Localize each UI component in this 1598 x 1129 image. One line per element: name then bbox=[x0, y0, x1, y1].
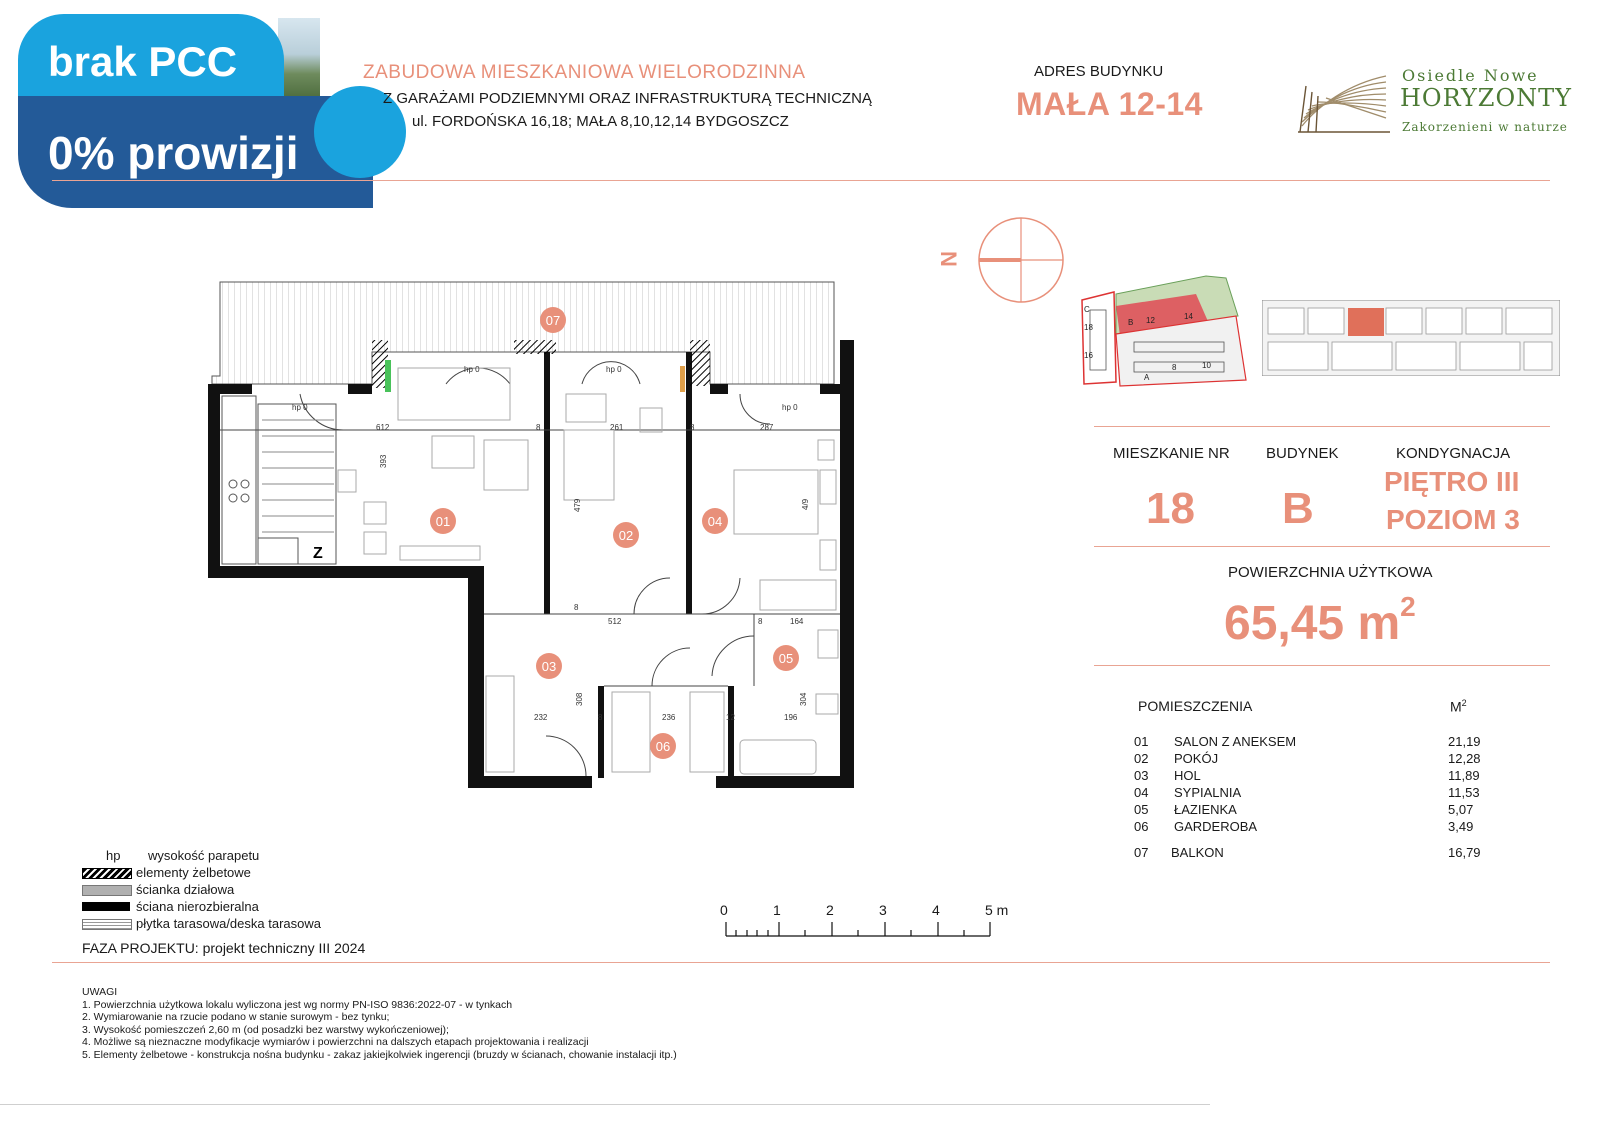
svg-text:393: 393 bbox=[379, 454, 388, 468]
site-label-b: B bbox=[1128, 318, 1134, 327]
svg-text:hp 0: hp 0 bbox=[464, 365, 480, 374]
address-value: MAŁA 12-14 bbox=[1016, 86, 1203, 122]
svg-text:01: 01 bbox=[435, 514, 451, 529]
svg-text:C: C bbox=[1084, 305, 1090, 314]
floor-key-plan bbox=[1262, 300, 1560, 376]
svg-text:8: 8 bbox=[536, 423, 541, 432]
floor-value-2: POZIOM 3 bbox=[1386, 504, 1520, 535]
project-title: ZABUDOWA MIESZKANIOWA WIELORODZINNA bbox=[363, 62, 806, 83]
rooms-unit-header: $M^2$ bbox=[1450, 698, 1467, 715]
logo-line-1: Osiedle Nowe bbox=[1402, 66, 1539, 85]
svg-text:06: 06 bbox=[655, 739, 671, 754]
promo-photo bbox=[278, 18, 320, 98]
project-subtitle-1: Z GARAŻAMI PODZIEMNYMI ORAZ INFRASTRUKTURĄ TECHNICZNĄ bbox=[383, 90, 872, 107]
area-label: POWIERZCHNIA UŻYTKOWA bbox=[1228, 564, 1433, 581]
legend-swatch-structural bbox=[82, 902, 130, 911]
floor-plan bbox=[200, 270, 870, 800]
rooms-header: POMIESZCZENIA bbox=[1138, 698, 1253, 714]
apartment-number: 18 bbox=[1146, 484, 1195, 533]
room-row: 07 BALKON 16,79 bbox=[1134, 845, 1481, 860]
notes bbox=[82, 986, 677, 1061]
note-item: 5. Elementy żelbetowe - konstrukcja nośna budynku - zakaz jakiejkolwiek ingerencji (bruzdy w ścianach, chowanie instalacji itp.) bbox=[82, 1048, 677, 1061]
svg-text:304: 304 bbox=[799, 692, 808, 706]
svg-text:8: 8 bbox=[574, 603, 579, 612]
svg-text:12: 12 bbox=[726, 713, 735, 722]
footer-divider bbox=[52, 962, 1550, 963]
info-divider-3 bbox=[1094, 665, 1550, 666]
info-divider-2 bbox=[1094, 546, 1550, 547]
svg-text:hp 0: hp 0 bbox=[606, 365, 622, 374]
logo-emblem-icon bbox=[1298, 66, 1390, 134]
area-value: 65,45 $m^2$ bbox=[1224, 591, 1416, 650]
room-row: 02 POKÓJ 12,28 bbox=[1134, 751, 1481, 766]
svg-text:03: 03 bbox=[541, 659, 557, 674]
svg-text:479: 479 bbox=[573, 498, 582, 512]
floor-label: KONDYGNACJA bbox=[1396, 445, 1511, 462]
svg-text:261: 261 bbox=[610, 423, 624, 432]
compass-north-label: N bbox=[935, 251, 961, 267]
svg-text:A: A bbox=[1144, 373, 1150, 382]
svg-text:612: 612 bbox=[376, 423, 390, 432]
svg-text:10: 10 bbox=[1202, 361, 1211, 370]
promo-line-2: 0% prowizji bbox=[48, 127, 299, 179]
room-row: 03 HOL 11,89 bbox=[1134, 768, 1480, 783]
svg-text:512: 512 bbox=[608, 617, 622, 626]
notes-title: UWAGI bbox=[82, 986, 118, 998]
building-label: BUDYNEK bbox=[1266, 445, 1339, 462]
room-row: 04 SYPIALNIA 11,53 bbox=[1134, 785, 1480, 800]
svg-text:8: 8 bbox=[1172, 363, 1177, 372]
note-item: 2. Wymiarowanie na rzucie podano w stanie surowym - bez tynku; bbox=[82, 1011, 390, 1023]
svg-text:07: 07 bbox=[545, 313, 561, 328]
svg-text:hp 0: hp 0 bbox=[782, 403, 798, 412]
svg-text:8: 8 bbox=[598, 713, 603, 722]
legend-swatch-reinforced bbox=[82, 868, 132, 879]
logo-tagline: Zakorzenieni w naturze bbox=[1402, 120, 1568, 134]
address-label: ADRES BUDYNKU bbox=[1034, 63, 1164, 80]
svg-text:164: 164 bbox=[790, 617, 804, 626]
info-divider-1 bbox=[1094, 426, 1550, 427]
room-row: 05 ŁAZIENKA 5,07 bbox=[1134, 802, 1474, 817]
room-row: 01 SALON Z ANEKSEM 21,19 bbox=[1134, 734, 1481, 749]
project-phase: FAZA PROJEKTU: projekt techniczny III 2024 bbox=[82, 940, 366, 956]
svg-text:18: 18 bbox=[1084, 323, 1093, 332]
legend-swatch-decking bbox=[82, 919, 132, 930]
svg-text:16: 16 bbox=[1084, 351, 1093, 360]
room-row: 06 GARDEROBA 3,49 bbox=[1134, 819, 1474, 834]
svg-text:308: 308 bbox=[575, 692, 584, 706]
svg-text:04: 04 bbox=[707, 514, 723, 529]
svg-text:8: 8 bbox=[758, 617, 763, 626]
svg-text:05: 05 bbox=[778, 651, 794, 666]
header-divider bbox=[52, 180, 1550, 181]
building-value: B bbox=[1282, 484, 1314, 533]
apartment-number-label: MIESZKANIE NR bbox=[1113, 445, 1230, 462]
svg-text:8: 8 bbox=[690, 423, 695, 432]
promo-line-1: brak PCC bbox=[48, 38, 238, 85]
project-subtitle-2: ul. FORDOŃSKA 16,18; MAŁA 8,10,12,14 BYDGOSZCZ bbox=[412, 113, 789, 130]
svg-text:02: 02 bbox=[618, 528, 634, 543]
svg-text:12: 12 bbox=[1146, 316, 1155, 325]
bottom-edge bbox=[0, 1104, 1210, 1105]
svg-text:236: 236 bbox=[662, 713, 676, 722]
logo-line-2: HORYZONTY bbox=[1400, 84, 1572, 112]
note-item: 3. Wysokość pomieszczeń 2,60 m (od posadzki bez warstwy wykończeniowej); bbox=[82, 1023, 449, 1036]
svg-text:4/9: 4/9 bbox=[801, 498, 810, 510]
scale-bar bbox=[720, 918, 996, 942]
site-plan-map bbox=[1076, 270, 1254, 410]
note-item: 1. Powierzchnia użytkowa lokalu wyliczona jest wg normy PN-ISO 9836:2022-07 - w tynkach bbox=[82, 998, 513, 1011]
fridge-mark: Z bbox=[313, 545, 323, 562]
note-item: 4. Możliwe są nieznaczne modyfikacje wymiarów i powierzchni na dalszych etapach projektowania i realizacji bbox=[82, 1036, 589, 1048]
legend-swatch-partition bbox=[82, 885, 132, 896]
svg-text:232: 232 bbox=[534, 713, 548, 722]
svg-text:196: 196 bbox=[784, 713, 798, 722]
floor-value-1: PIĘTRO III bbox=[1384, 466, 1520, 497]
svg-text:hp 0: hp 0 bbox=[292, 403, 308, 412]
svg-text:14: 14 bbox=[1184, 312, 1193, 321]
svg-text:287: 287 bbox=[760, 423, 774, 432]
compass-icon bbox=[944, 216, 1068, 308]
